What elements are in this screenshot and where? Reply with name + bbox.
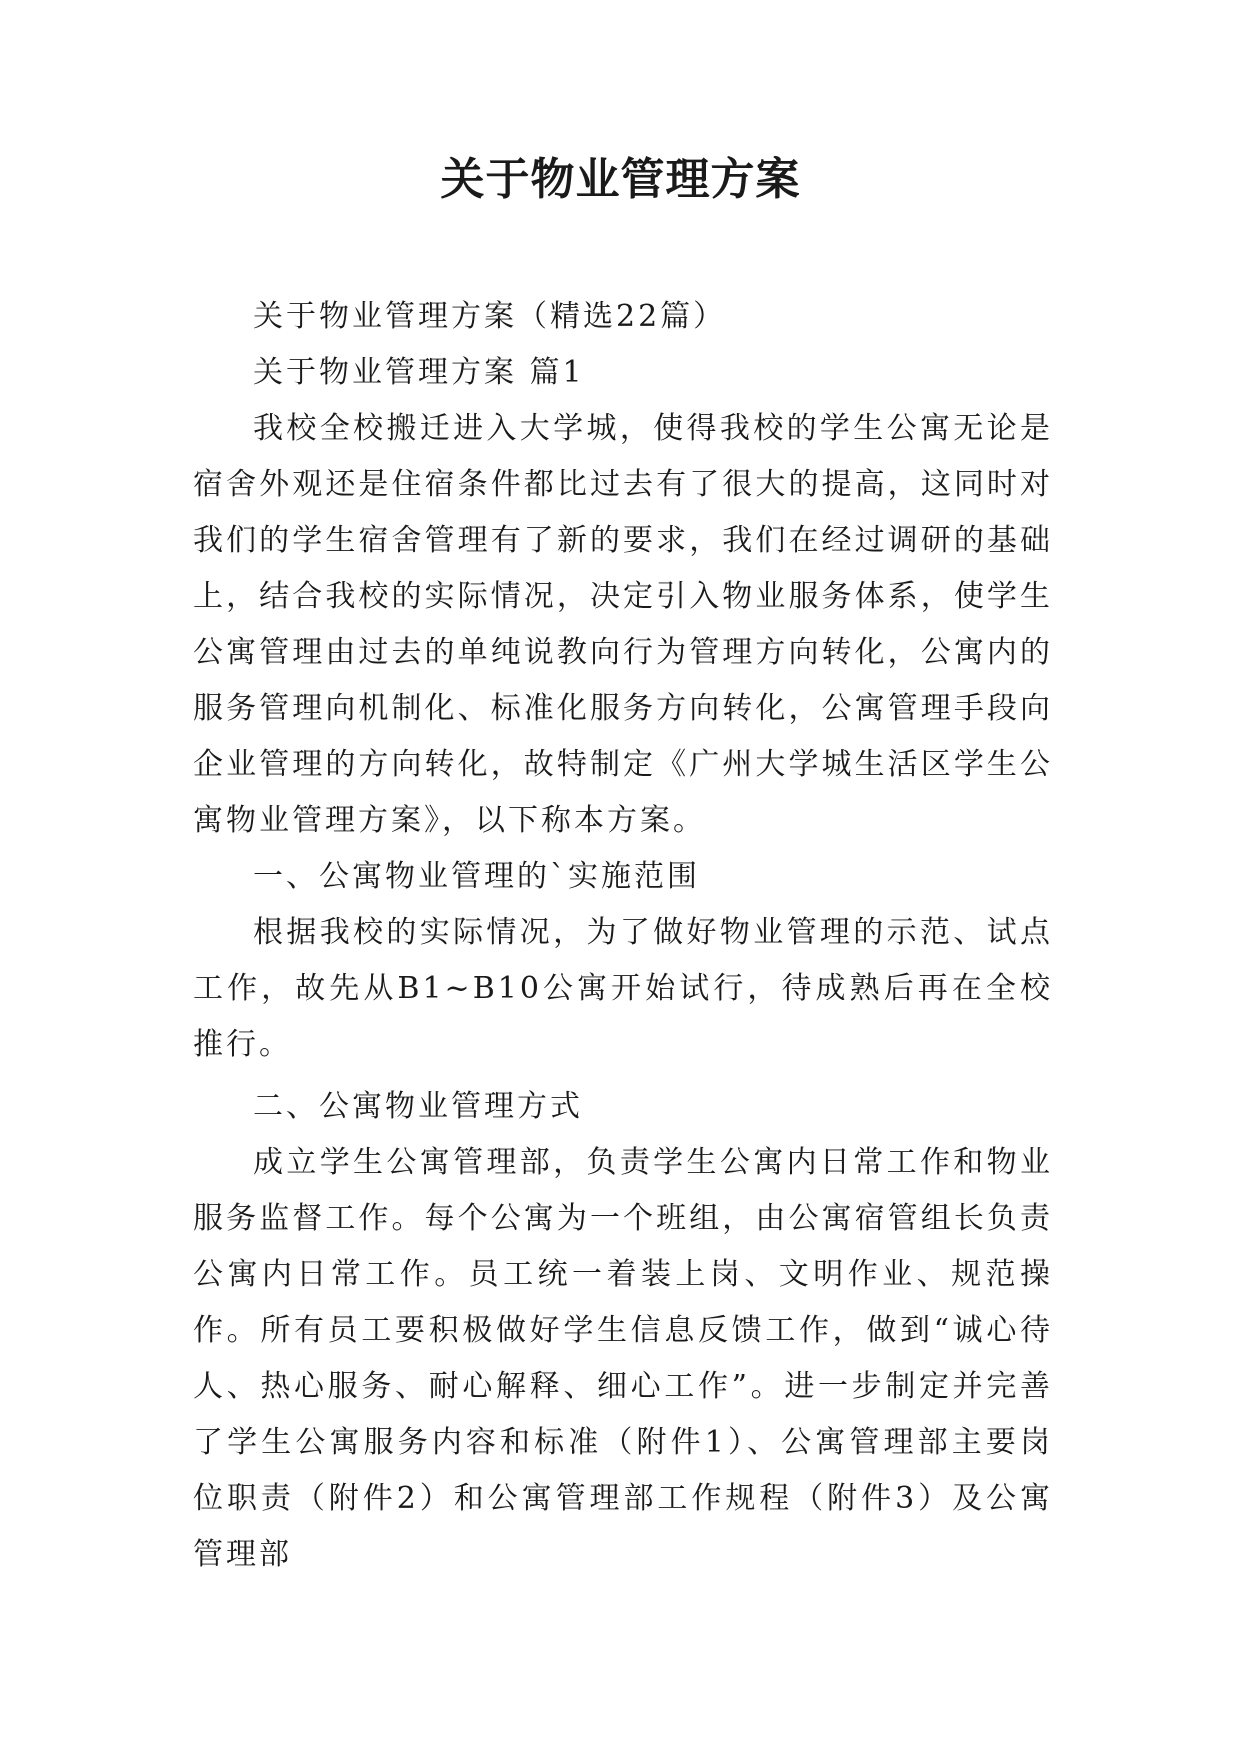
document-body xyxy=(193,289,1053,1583)
collection-heading: 关于物业管理方案（精选22篇） xyxy=(253,299,727,334)
section-heading-method: 二、公寓物业管理方式 xyxy=(253,1089,583,1124)
document-title: 关于物业管理方案 xyxy=(440,154,801,205)
method-paragraph: 成立学生公寓管理部，负责学生公寓内日常工作和物业服务监督工作。每个公寓为一个班组，由公寓宿管组长负责公寓内日常工作。员工统一着装上岗、文明作业、规范操作。所有员工要积极做好学生信息反馈工作，做到“诚心待人、热心服务、耐心解释、细心工作”。进一步制定并完善了学生公寓服务内容和标准（附件1）、公寓管理部主要岗位职责（附件2）和公寓管理部工作规程（附件3）及公寓管理部 xyxy=(193,1145,1053,1572)
article-heading: 关于物业管理方案 篇1 xyxy=(253,355,585,390)
intro-paragraph: 我校全校搬迁进入大学城，使得我校的学生公寓无论是宿舍外观还是住宿条件都比过去有了很大的提高，这同时对我们的学生宿舍管理有了新的要求，我们在经过调研的基础上，结合我校的实际情况，决定引入物业服务体系，使学生公寓管理由过去的单纯说教向行为管理方向转化，公寓内的服务管理向机制化、标准化服务方向转化，公寓管理手段向企业管理的方向转化，故特制定《广州大学城生活区学生公寓物业管理方案》，以下称本方案。 xyxy=(193,411,1053,838)
section-heading-scope: 一、公寓物业管理的`实施范围 xyxy=(253,859,700,894)
scope-paragraph: 根据我校的实际情况，为了做好物业管理的示范、试点工作，故先从B1~B10公寓开始试行，待成熟后再在全校推行。 xyxy=(193,915,1053,1062)
